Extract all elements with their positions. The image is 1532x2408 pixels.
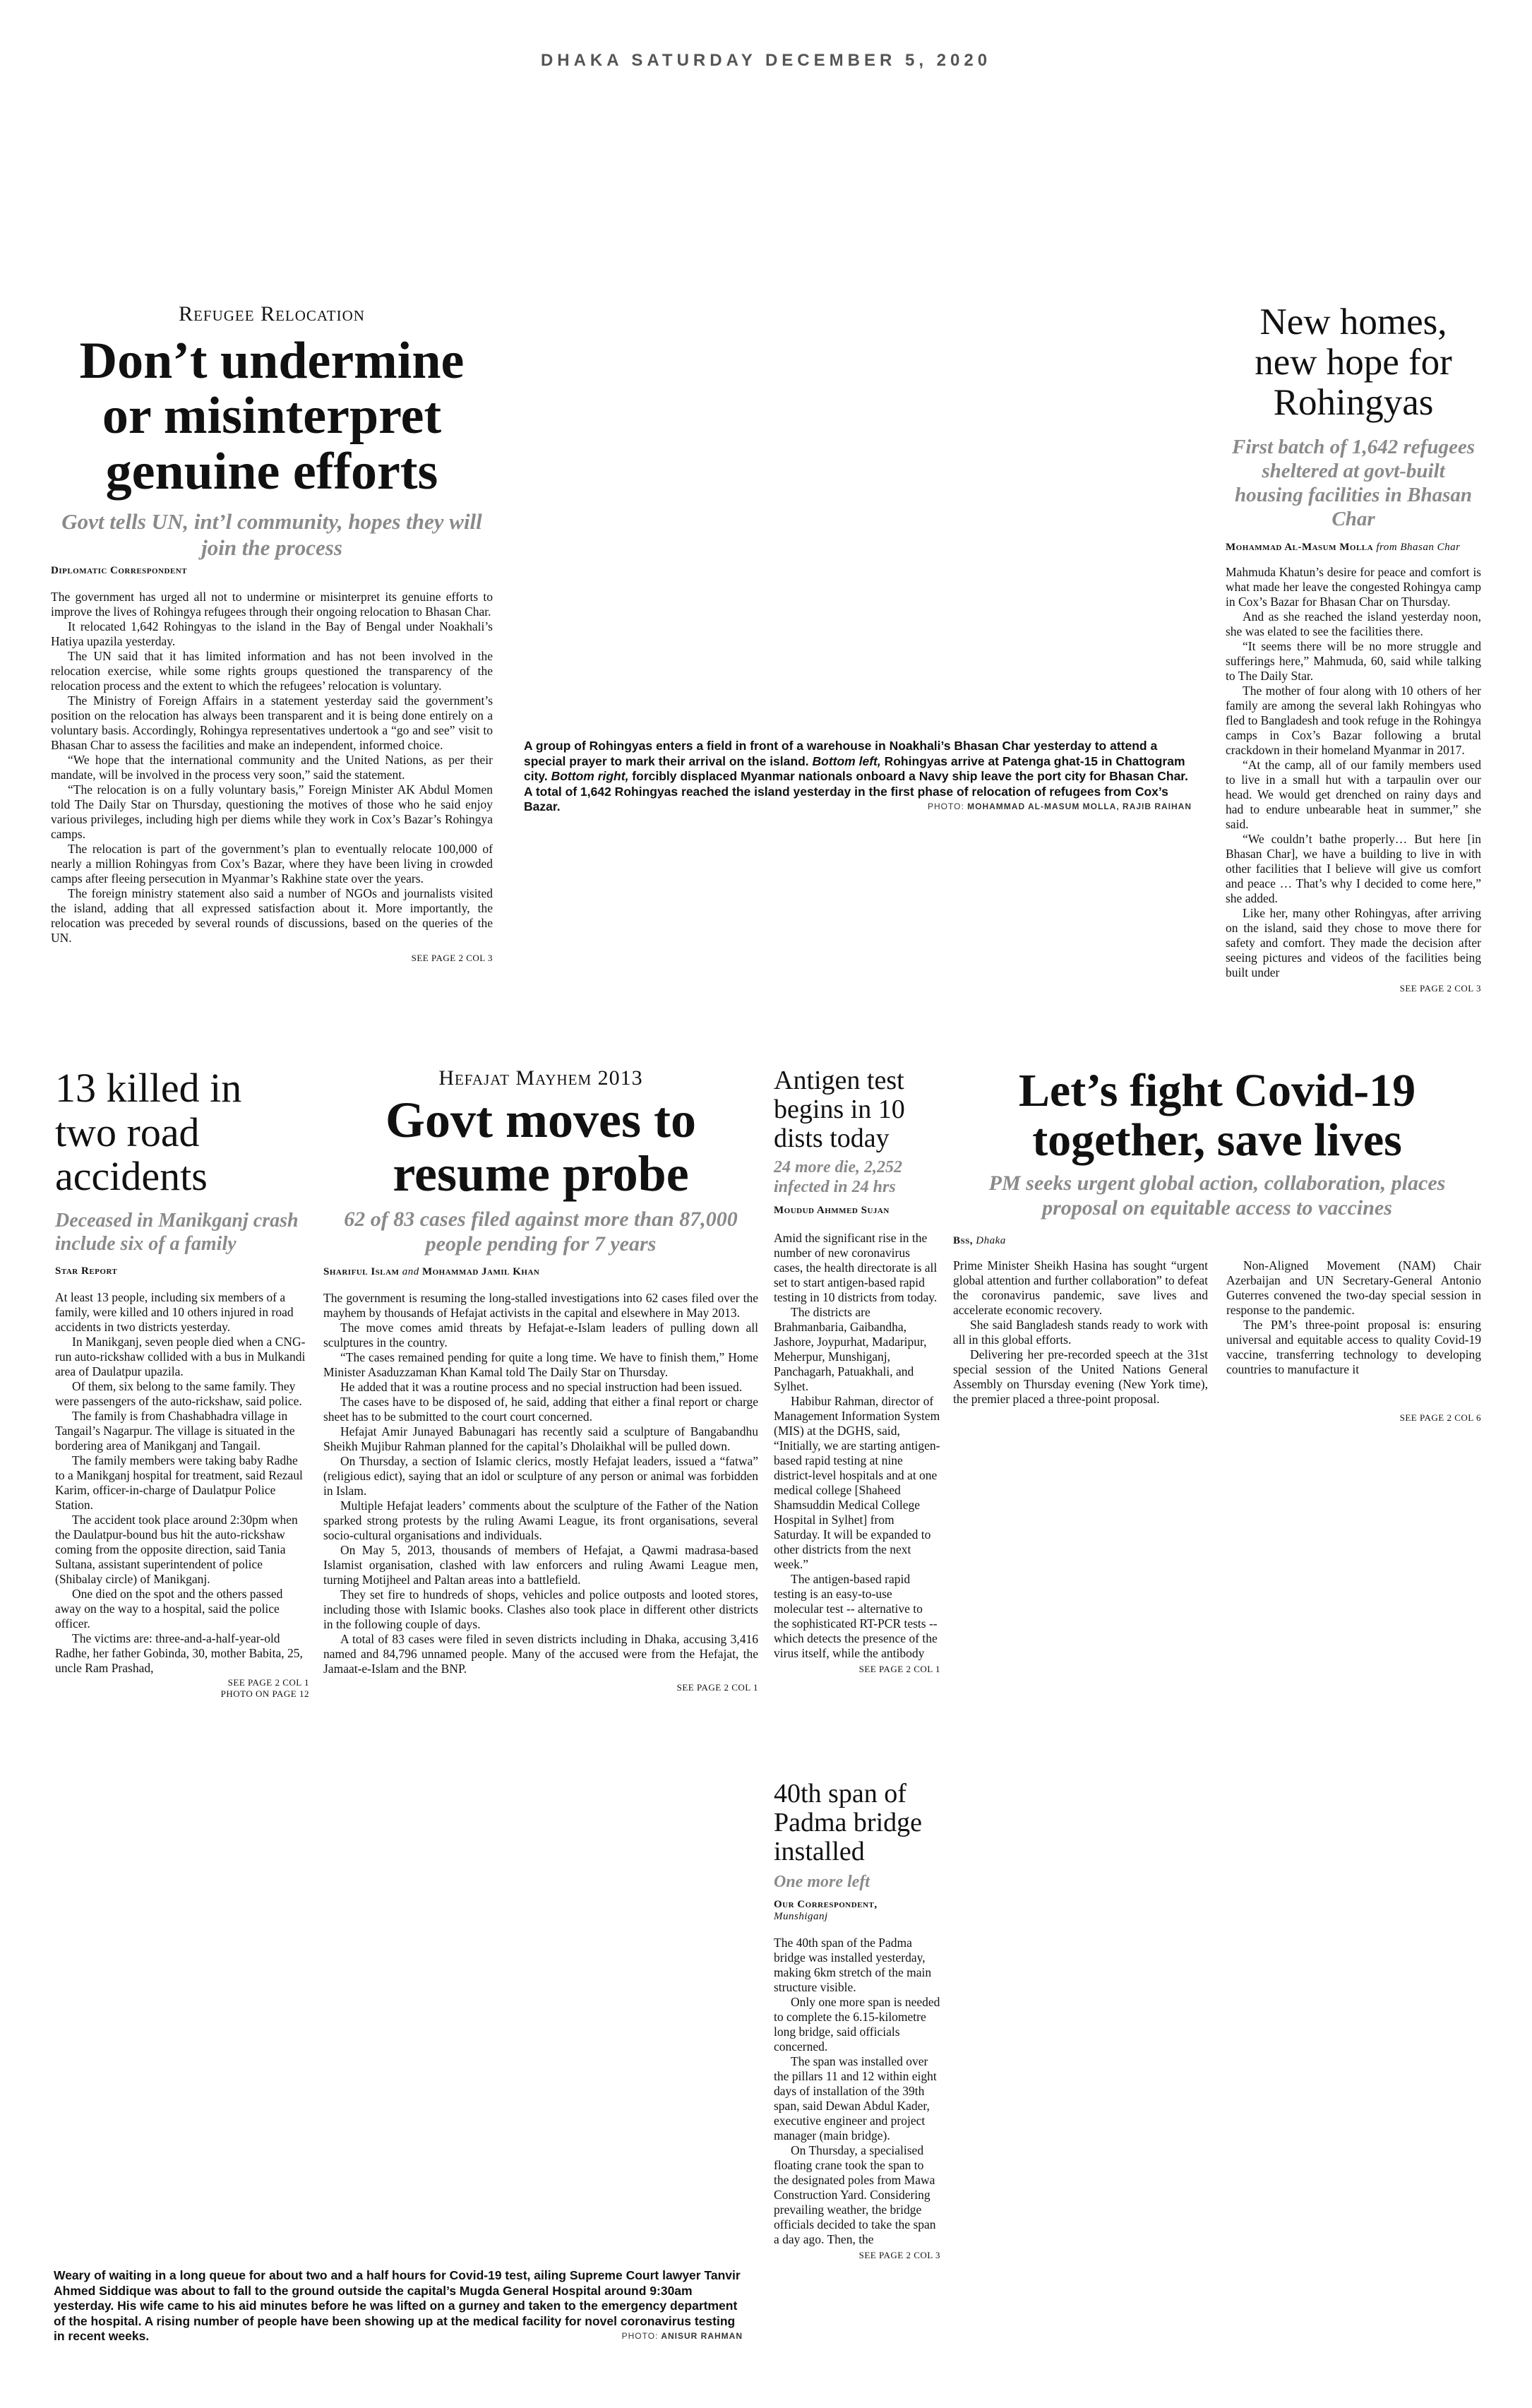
story-covid-pm [953, 1066, 1481, 1424]
story-jump-link[interactable]: SEE PAGE 2 COL 3 [1399, 982, 1481, 994]
story-byline: Our Correspondent, Munshiganj [774, 1899, 878, 1923]
story-paragraph: They set fire to hundreds of shops, vehicles and police outposts and looted stores, including those with Islamic books. Clashes also took place in different other districts in the following couple of days. [323, 1587, 758, 1632]
page-dateline: DHAKA SATURDAY DECEMBER 5, 2020 [540, 51, 992, 70]
story-paragraph: At least 13 people, including six members of a family, were killed and 10 others injured in road accidents in two districts yesterday. [55, 1289, 294, 1334]
story-paragraph: On May 5, 2013, thousands of members of Hefajat, a Qawmi madrasa-based Islamist organisation, clashed with law enforcers and ruling Awami League men, turning Motijheel and Paltan areas into a battlefield. [323, 1543, 758, 1587]
story-paragraph: The relocation is part of the government’s plan to eventually relocate 100,000 of nearly a million Rohingyas from Cox’s Bazar, where they have been living in crowded camps after fleeing persecution in Myanmar’s Rakhine state over the years. [51, 842, 493, 886]
story-body [774, 1231, 940, 1661]
story-paragraph: Amid the significant rise in the number of new coronavirus cases, the health directorate is all set to start antigen-based rapid testing in 10 districts from today. [774, 1230, 938, 1304]
story-new-homes [1226, 302, 1481, 994]
story-byline: Diplomatic Correspondent [51, 565, 188, 577]
story-paragraph: “It seems there will be no more struggle and sufferings here,” Mahmuda, 60, said while talking to The Daily Star. [1226, 638, 1481, 683]
story-deck: Deceased in Manikganj crash include six of a family [55, 1209, 299, 1255]
story-road-accidents [55, 1066, 309, 1700]
story-paragraph: A total of 83 cases were filed in seven districts including in Dhaka, accusing 3,416 named and 84,796 unnamed people. Many of the accused were from the Hefajat, the Jamaat-e-Islam and the BNP. [323, 1632, 758, 1676]
story-deck: Govt tells UN, int’l community, hopes they will join the process [61, 509, 482, 560]
story-paragraph: Hefajat Amir Junayed Babunagari has recently said a sculpture of Bangabandhu Sheikh Mujibur Rahman planned for the capital’s Dholaikhal will be pulled down. [323, 1424, 758, 1454]
story-paragraph: The UN said that it has limited information and has not been involved in the relocation exercise, while some rights groups questioned the transparency of the relocation process and the extent to which the refugees’ relocation is voluntary. [51, 649, 493, 693]
story-kicker[interactable]: Refugee Relocation [179, 302, 365, 326]
story-headline[interactable]: Antigen test begins in 10 dists today [774, 1066, 905, 1154]
story-deck: One more left [774, 1873, 870, 1892]
story-body [55, 1290, 309, 1676]
story-jump-link[interactable]: SEE PAGE 2 COL 1 [227, 1676, 309, 1688]
story-headline[interactable]: Govt moves to resume probe [385, 1092, 696, 1203]
story-paragraph: One died on the spot and the others passed away on the way to a hospital, said the police officer. [55, 1586, 283, 1631]
story-paragraph: The districts are Brahmanbaria, Gaibandha, Jashore, Joypurhat, Madaripur, Meherpur, Munshiganj, Panchagarh, Patuakhali, and Sylhet. [774, 1304, 927, 1393]
story-paragraph: On Thursday, a specialised floating crane took the span to the designated poles from Mawa Construction Yard. Considering prevailing weather, the bridge officials decided to take the span a day ago. Then, the [774, 2143, 936, 2247]
story-paragraph: Of them, six belong to the same family. They were passengers of the auto-rickshaw, said police. [55, 1378, 302, 1408]
story-byline: Shariful Islam and Mohammad Jamil Khan [323, 1266, 540, 1278]
story-byline: Moudud Ahmmed Sujan [774, 1204, 890, 1216]
story-paragraph: The cases have to be disposed of, he said, adding that either a final report or charge sheet has to be submitted to the court court concerned. [323, 1395, 758, 1424]
story-paragraph: In Manikganj, seven people died when a CNG-run auto-rickshaw collided with a bus in Mulkandi area of Daulatpur upazila. [55, 1334, 306, 1378]
story-paragraph: The move comes amid threats by Hefajat-e-Islam leaders of pulling down all sculptures in the country. [323, 1321, 758, 1350]
story-headline[interactable]: 40th span of Padma bridge installed [774, 1779, 923, 1867]
story-byline: Mohammad Al-Masum Molla from Bhasan Char [1226, 541, 1461, 553]
story-paragraph: The span was installed over the pillars 11 and 12 within eight days of installation of the 39th span, said Dewan Abdul Kader, executive engineer and project manager (main bridge). [774, 2054, 937, 2143]
story-paragraph: The mother of four along with 10 others of her family are among the several lakh Rohingyas who fled to Bangladesh and took refuge in the Rohingya camps in Cox’s Bazar following a brutal crackdown in their homeland Myanmar in 2017. [1226, 683, 1481, 757]
photo-caption-top: A group of Rohingyas enters a field in front of a warehouse in Noakhali’s Bhasan Char yesterday to attend a special prayer to mark their arrival on the island. Bottom left, Rohingyas arrive at Patenga ghat-15 in Chattogram city. Bottom right, forcibly displaced Myanmar nationals onboard a Navy ship leave the port city for Bhasan Char. A total of 1,642 Rohingyas reached the island yesterday in the first phase of relocation of refugees from Cox’s Bazar. PHOTO: MOHAMMAD AL-MASUM MOLLA, RAJIB RAIHAN [524, 739, 1192, 814]
story-paragraph: The Ministry of Foreign Affairs in a statement yesterday said the government’s position on the relocation has always been transparent and it is being done entirely on a voluntary basis. Accordingly, Rohingya representatives undertook a “go and see” visit to Bhasan Char to assess the facilities and make an independent, informed choice. [51, 693, 493, 753]
photo-credit: PHOTO: ANISUR RAHMAN [621, 2331, 743, 2342]
story-paragraph: On Thursday, a section of Islamic clerics, mostly Hefajat leaders, issued a “fatwa” (religious edict), saying that an idol or sculpture of any person or animal was forbidden in Islam. [323, 1454, 758, 1498]
story-paragraph: It relocated 1,642 Rohingyas to the island in the Bay of Bengal under Noakhali’s Hatiya upazila yesterday. [51, 619, 493, 649]
story-jump-link[interactable]: SEE PAGE 2 COL 3 [411, 953, 493, 964]
photo-caption-bottom: Weary of waiting in a long queue for about two and a half hours for Covid-19 test, ailing Supreme Court lawyer Tanvir Ahmed Siddique was about to fall to the ground outside the capital’s Mugda General Hospital around 9:30am yesterday. His wife came to his aid minutes before he was lifted on a gurney and taken to the emergency department of the hospital. A rising number of people have been showing up at the medical facility for novel coronavirus testing in recent weeks. PHOTO: ANISUR RAHMAN [54, 2268, 743, 2344]
story-paragraph: She said Bangladesh stands ready to work with all in this global efforts. [953, 1317, 1208, 1347]
story-headline[interactable]: New homes, new hope for Rohingyas [1255, 302, 1452, 424]
story-deck: First batch of 1,642 refugees sheltered at govt-built housing facilities in Bhasan Char [1232, 435, 1475, 531]
story-paragraph: The 40th span of the Padma bridge was installed yesterday, making 6km stretch of the main structure visible. [774, 1936, 932, 1995]
story-paragraph: Multiple Hefajat leaders’ comments about the sculpture of the Father of the Nation sparked strong protests by the ruling Awami League, its front organisations, several socio-cultural organisations and individuals. [323, 1498, 758, 1543]
story-body [1226, 565, 1481, 980]
story-headline[interactable]: 13 killed in two road accidents [55, 1065, 242, 1200]
story-antigen-test [774, 1066, 940, 1675]
story-jump-link[interactable]: SEE PAGE 2 COL 3 [858, 2250, 940, 2261]
story-paragraph: Habibur Rahman, director of Management Information System (MIS) at the DGHS, said, “Initially, we are starting antigen-based rapid testing at nine district-level hospitals and at one medical college [Shaheed Shamsuddin Medical College Hospital in Sylhet] from Saturday. It will be expanded to other districts from the next week.” [774, 1393, 940, 1571]
story-paragraph: Non-Aligned Movement (NAM) Chair Azerbaijan and UN Secretary-General Antonio Guterres convened the two-day special session in response to the pandemic. [1226, 1258, 1481, 1317]
story-paragraph: The family members were taking baby Radhe to a Manikganj hospital for treatment, said Rezaul Karim, officer-in-charge of Daulatpur Police Station. [55, 1453, 303, 1512]
story-paragraph: And as she reached the island yesterday noon, she was elated to see the facilities there. [1226, 609, 1481, 638]
story-paragraph: Mahmuda Khatun’s desire for peace and comfort is what made her leave the congested Rohingya camp in Cox’s Bazar for Bhasan Char on Thursday. [1226, 564, 1481, 609]
story-paragraph: The family is from Chashabhadra village in Tangail’s Nagarpur. The village is situated in the bordering area of Manikganj and Tangail. [55, 1408, 295, 1453]
story-headline[interactable]: Let’s fight Covid-19 together, save lives [1018, 1065, 1416, 1166]
story-deck: 62 of 83 cases filed against more than 87,000 people pending for 7 years [344, 1207, 738, 1256]
story-jump-link[interactable]: SEE PAGE 2 COL 1 [676, 1682, 758, 1693]
story-paragraph: Delivering her pre-recorded speech at the 31st special session of the United Nations General Assembly on Thursday evening (New York time), the premier placed a three-point proposal. [953, 1347, 1208, 1406]
story-paragraph: “The relocation is on a fully voluntary basis,” Foreign Minister AK Abdul Momen told The Daily Star on Thursday, questioning the motives of those who he said enjoy various privileges, including high per diems while they work in Cox’s Bazar’s Rohingya camps. [51, 782, 493, 842]
story-hefajat-probe [323, 1066, 758, 1693]
story-paragraph: He added that it was a routine process and no special instruction had been issued. [340, 1380, 743, 1395]
story-paragraph: “The cases remained pending for quite a long time. We have to finish them,” Home Minister Asaduzzaman Khan Kamal told The Daily Star on Thursday. [323, 1350, 758, 1380]
story-paragraph: “We hope that the international community and the United Nations, as per their mandate, will be involved in the process very soon,” said the statement. [51, 753, 493, 782]
story-body [774, 1936, 940, 2247]
story-paragraph: Only one more span is needed to complete the 6.15-kilometre long bridge, said officials concerned. [774, 1995, 940, 2054]
story-body [51, 590, 493, 946]
story-paragraph: The PM’s three-point proposal is: ensuring universal and equitable access to quality Covid-19 vaccine, transferring technology to developing countries to manufacture it [1226, 1317, 1481, 1376]
story-paragraph: Prime Minister Sheikh Hasina has sought “urgent global attention and further collaboration” to defeat the coronavirus pandemic, save lives and accelerate economic recovery. [953, 1258, 1208, 1317]
photo-jump-link[interactable]: PHOTO ON PAGE 12 [220, 1688, 309, 1699]
story-paragraph: The foreign ministry statement also said a number of NGOs and journalists visited the island, adding that all expressed satisfaction about it. More importantly, the relocation was preceded by several rounds of discussions, based on the queries of the UN. [51, 886, 493, 946]
story-body [953, 1258, 1481, 1407]
story-body [323, 1291, 758, 1676]
story-byline: Star Report [55, 1265, 118, 1277]
story-paragraph: The accident took place around 2:30pm when the Daulatpur-bound bus hit the auto-rickshaw coming from the opposite direction, said Tania Sultana, assistant superintendent of police (Shibalay circle) of Manikganj. [55, 1512, 298, 1586]
story-deck: PM seeks urgent global action, collaboration, places proposal on equitable access to vaccines [988, 1171, 1446, 1220]
story-headline[interactable]: Don’t undermine or misinterpret genuine efforts [79, 332, 465, 501]
story-kicker[interactable]: Hefajat Mayhem 2013 [438, 1066, 643, 1090]
story-byline: Bss, Dhaka [953, 1234, 1006, 1246]
story-padma-bridge [774, 1780, 940, 2261]
story-refugee-relocation [51, 302, 493, 964]
story-paragraph: The antigen-based rapid testing is an easy-to-use molecular test -- alternative to the sophisticated RT-PCR tests -- which detects the presence of the virus itself, while the antibody [774, 1571, 938, 1660]
story-paragraph: Like her, many other Rohingyas, after arriving on the island, said they chose to move there for safety and comfort. They made the decision after seeing pictures and videos of the facilities being built under [1226, 905, 1481, 979]
story-paragraph: The government is resuming the long-stalled investigations into 62 cases filed over the mayhem by thousands of Hefajat activists in the capital and elsewhere in May 2013. [323, 1291, 758, 1321]
story-deck: 24 more die, 2,252 infected in 24 hrs [774, 1158, 902, 1197]
story-jump-link[interactable]: SEE PAGE 2 COL 1 [858, 1663, 940, 1674]
photo-credit: PHOTO: MOHAMMAD AL-MASUM MOLLA, RAJIB RAIHAN [928, 801, 1192, 812]
story-paragraph: “At the camp, all of our family members used to live in a small hut with a tarpaulin over our head. We would get drenched on rainy days and had to endure unbearable heat in summer,” she said. [1226, 757, 1481, 831]
story-paragraph: The government has urged all not to undermine or misinterpret its genuine efforts to improve the lives of Rohingya refugees through their ongoing relocation to Bhasan Char. [51, 590, 493, 619]
story-paragraph: The victims are: three-and-a-half-year-old Radhe, her father Gobinda, 30, mother Babita, 25, uncle Ram Prashad, [55, 1631, 303, 1675]
story-paragraph: “We couldn’t bathe properly… But here [in Bhasan Char], we have a building to live in with other facilities that I believe will give us comfort and peace … That’s why I decided to come here,” she added. [1226, 831, 1481, 905]
story-jump-link[interactable]: SEE PAGE 2 COL 6 [1399, 1412, 1481, 1423]
